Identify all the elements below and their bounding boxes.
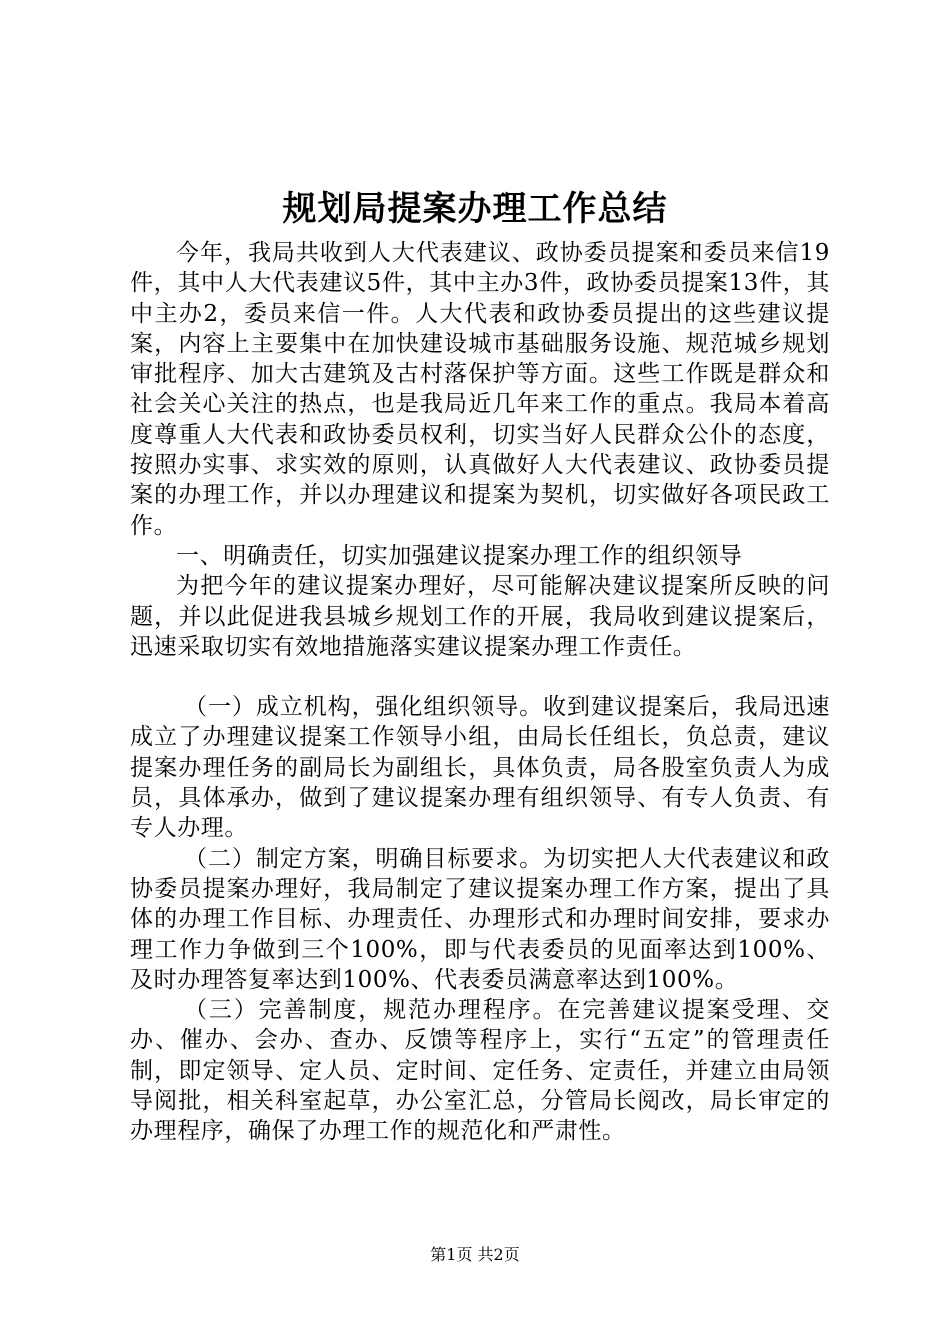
paragraph-section-1-intro: 为把今年的建议提案办理好，尽可能解决建议提案所反映的问题，并以此促进我县城乡规划工作的开展，我局收到建议提案后，迅速采取切实有效地措施落实建议提案办理工作责任。 — [130, 573, 830, 660]
document-title: 规划局提案办理工作总结 — [282, 189, 668, 229]
paragraph-item-1: （一）成立机构，强化组织领导。收到建议提案后，我局迅速成立了办理建议提案工作领导小组，由局长任组长，负总责，建议提案办理任务的副局长为副组长，具体负责，局各股室负责人为成员，具体承办，做到了建议提案办理有组织领导、有专人负责、有专人办理。 — [130, 694, 830, 842]
paragraph-item-2: （二）制定方案，明确目标要求。为切实把人大代表建议和政协委员提案办理好，我局制定了建议提案办理工作方案，提出了具体的办理工作目标、办理责任、办理形式和办理时间安排，要求办理工作力争做到三个100%，即与代表委员的见面率达到100%、及时办理答复率达到100%、代表委员满意率达到100%。 — [130, 845, 830, 993]
document-body — [130, 238, 830, 1147]
section-heading-1: 一、明确责任，切实加强建议提案办理工作的组织领导 — [176, 542, 743, 569]
paragraph-intro: 今年，我局共收到人大代表建议、政协委员提案和委员来信19件，其中人大代表建议5件，其中主办3件，政协委员提案13件，其中主办2，委员来信一件。人大代表和政协委员提出的这些建议提案，内容上主要集中在加快建设城市基础服务设施、规范城乡规划审批程序、加大古建筑及古村落保护等方面。这些工作既是群众和社会关心关注的热点，也是我局近几年来工作的重点。我局本着高度尊重人大代表和政协委员权利，切实当好人民群众公仆的态度，按照办实事、求实效的原则，认真做好人大代表建议、政协委员提案的办理工作，并以办理建议和提案为契机，切实做好各项民政工作。 — [130, 240, 830, 539]
paragraph-gap — [130, 662, 830, 692]
paragraph-item-3: （三）完善制度，规范办理程序。在完善建议提案受理、交办、催办、会办、查办、反馈等程序上，实行“五定”的管理责任制，即定领导、定人员、定时间、定任务、定责任，并建立由局领导阅批，相关科室起草，办公室汇总，分管局长阅改，局长审定的办理程序，确保了办理工作的规范化和严肃性。 — [130, 997, 830, 1145]
page-number-footer: 第1页 共2页 — [430, 1245, 520, 1264]
